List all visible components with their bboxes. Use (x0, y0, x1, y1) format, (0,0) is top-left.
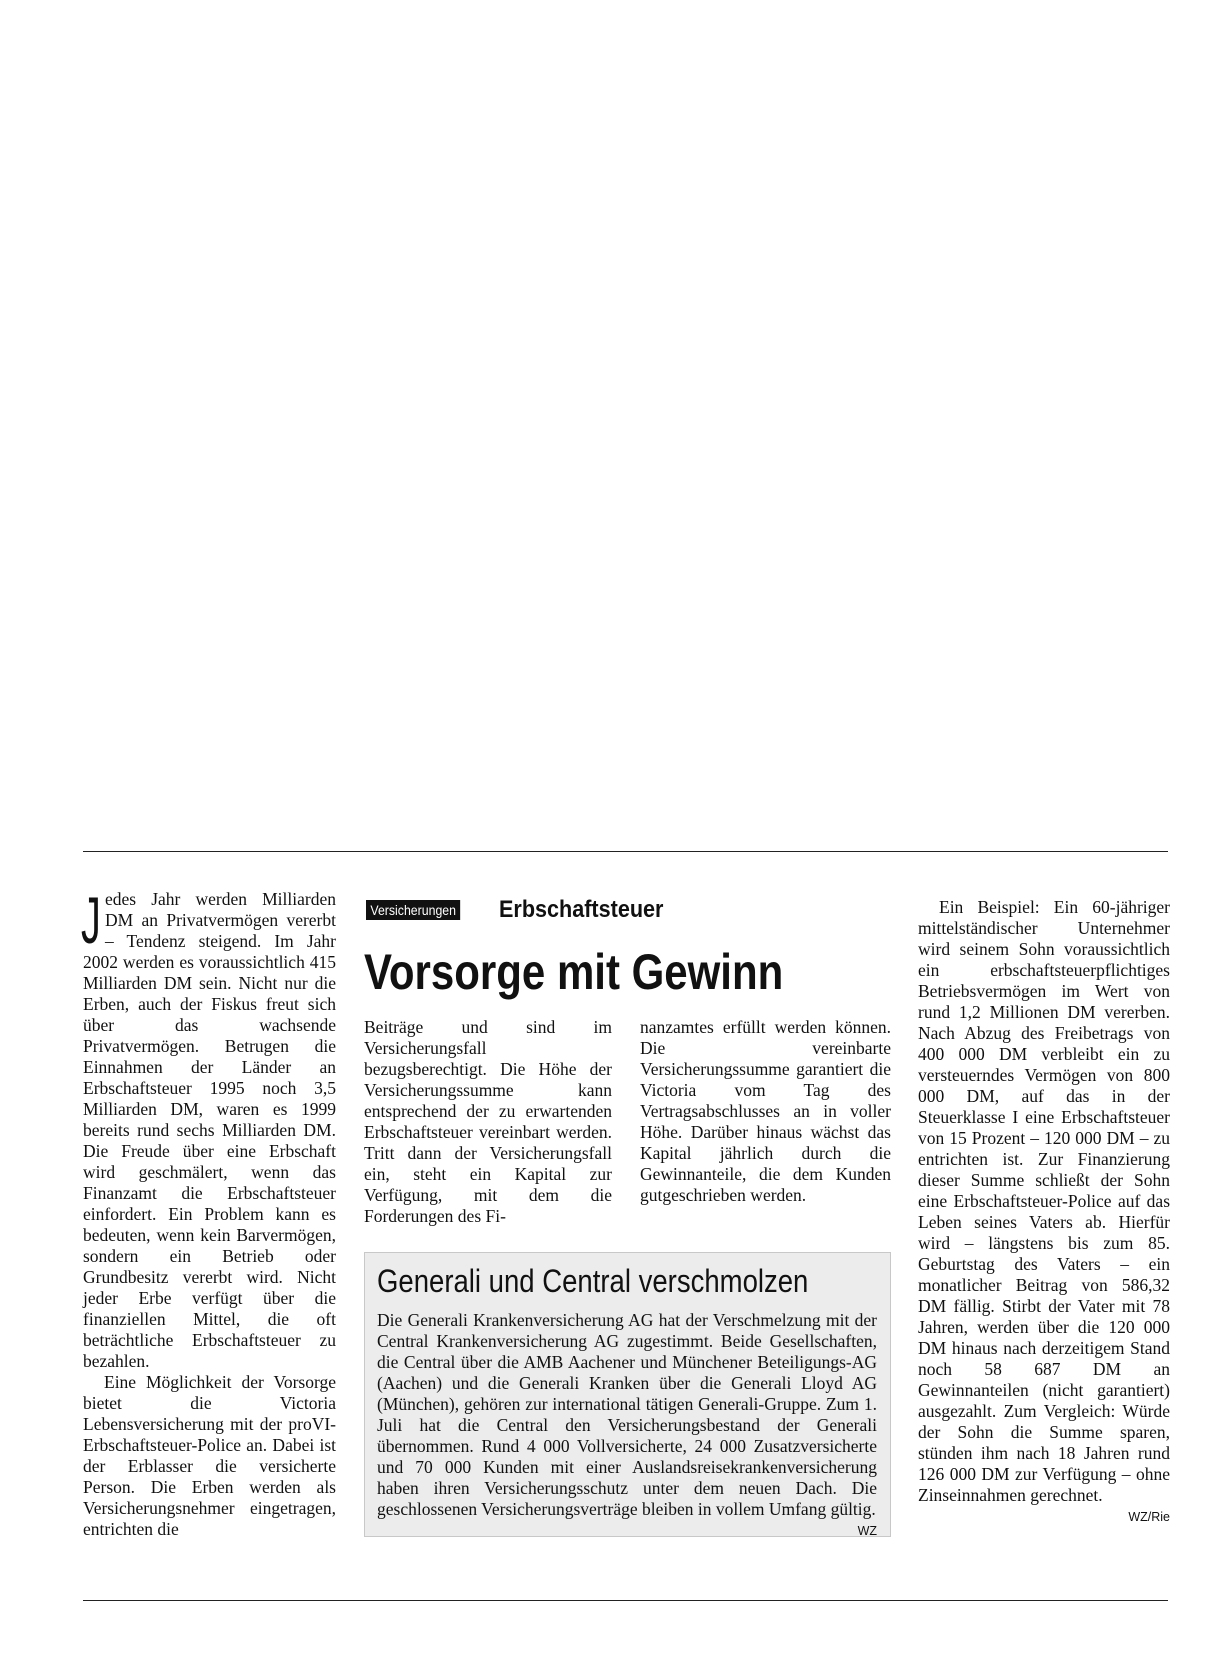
left-paragraph-1 (81, 883, 336, 1372)
kicker: Erbschaftsteuer (499, 896, 664, 923)
middle-column-b-text: nanzamtes erfüllt werden können. Die vereinbarte Versicherungssumme garantiert die Victoria vom Tag des Vertragsabschlusses an in voller Höhe. Darüber hinaus wächst das Kapital jährlich durch die Gewinnanteile, die dem Kunden gutgeschrieben werden. (640, 1017, 891, 1205)
right-paragraph (918, 897, 1170, 1524)
right-paragraph-text: Ein Beispiel: Ein 60-jähriger mittelständischer Unternehmer wird seinem Sohn voraussichtlich ein erbschaftsteuerpflichtiges Betriebsvermögen im Wert von rund 1,2 Millionen DM vererben. Nach Abzug des Freibetrags von 400 000 DM verbleibt ein zu versteuerndes Vermögen von 800 000 DM, auf das in der Steuerklasse I eine Erbschaftsteuer von 15 Prozent – 120 000 DM – zu entrichten ist. Zur Finanzierung dieser Summe schließt der Sohn eine Erbschaftsteuer-Police auf das Leben seines Vaters ab. Hierfür wird – längstens bis zum 85. Geburtstag des Vaters – ein monatlicher Beitrag von 586,32 DM fällig. Stirbt der Vater mit 78 Jahren, werden über die 120 000 DM hinaus nach derzeitigem Stand noch 58 687 DM an Gewinnanteilen (nicht garantiert) ausgezahlt. Zum Vergleich: Würde der Sohn die Summe sparen, stünden ihm nach 18 Jahren rund 126 000 DM zur Verfügung – ohne Zinseinnahmen gerechnet. (918, 897, 1170, 1505)
right-column (918, 897, 1170, 1528)
left-column (81, 883, 336, 1540)
kicker-row (366, 897, 682, 923)
middle-column-a-text: Beiträge und sind im Versicherungsfall bezugsberechtigt. Die Höhe der Versicherungssumme kann entsprechend der zu erwartenden Erbschaftsteuer vereinbart werden. Tritt dann der Versicherungsfall ein, steht ein Kapital zur Verfügung, mit dem die Forderungen des Fi- (364, 1017, 612, 1226)
info-box-text (377, 1310, 877, 1542)
headline: Vorsorge mit Gewinn (364, 944, 784, 1000)
middle-column-b (640, 1017, 891, 1206)
author-signature: WZ/Rie (1128, 1510, 1170, 1524)
info-box-body: Die Generali Krankenversicherung AG hat der Verschmelzung mit der Central Krankenversicherung AG zugestimmt. Beide Gesellschaften, die Central über die AMB Aachener und Münchener Beteiligungs-AG (Aachen) und die Generali Kranken über die Generali Lloyd AG (München), gehören zur international tätigen Generali-Gruppe. Zum 1. Juli hat die Central den Versicherungsbestand der Generali übernommen. Rund 4 000 Vollversicherte, 24 000 Zusatzversicherte und 70 000 Kunden mit einer Auslandsreisekrankenversicherung haben ihren Versicherungsschutz unter dem neuen Dach. Die geschlossenen Versicherungsverträge bleiben in vollem Umfang gültig. (377, 1310, 877, 1519)
bottom-rule (83, 1600, 1168, 1601)
info-box-signature: WZ (857, 1524, 877, 1538)
middle-column-a (364, 1017, 612, 1227)
left-paragraph-1-text: edes Jahr werden Milliarden DM an Privatvermögen vererbt – Tendenz steigend. Im Jahr 2002 werden es voraussichtlich 415 Milliarden DM sein. Nicht nur die Erben, auch der Fiskus freut sich über das wachsende Privatvermögen. Betrugen die Einnahmen der Länder an Erbschaftsteuer 1995 noch 3,5 Milliarden DM, waren es 1999 bereits rund sechs Milliarden DM. Die Freude über eine Erbschaft wird geschmälert, wenn das Finanzamt die Erbschaftsteuer einfordert. Ein Problem kann es bedeuten, wenn kein Barvermögen, sondern ein Betrieb oder Grundbesitz vererbt wird. Nicht jeder Erbe verfügt über die finanziellen Mittel, die oft beträchtliche Erbschaftsteuer zu bezahlen. (83, 889, 336, 1371)
info-box-title: Generali und Central verschmolzen (377, 1263, 809, 1299)
info-box (364, 1252, 891, 1537)
drop-cap: J (81, 883, 101, 957)
section-tag: Versicherungen (366, 900, 460, 920)
top-rule (83, 851, 1168, 852)
left-paragraph-2: Eine Möglichkeit der Vorsorge bietet die Victoria Lebensversicherung mit der proVI-Erbschaftsteuer-Police an. Dabei ist der Erblasser die versicherte Person. Die Erben werden als Versicherungsnehmer eingetragen, entrichten die (83, 1372, 336, 1539)
